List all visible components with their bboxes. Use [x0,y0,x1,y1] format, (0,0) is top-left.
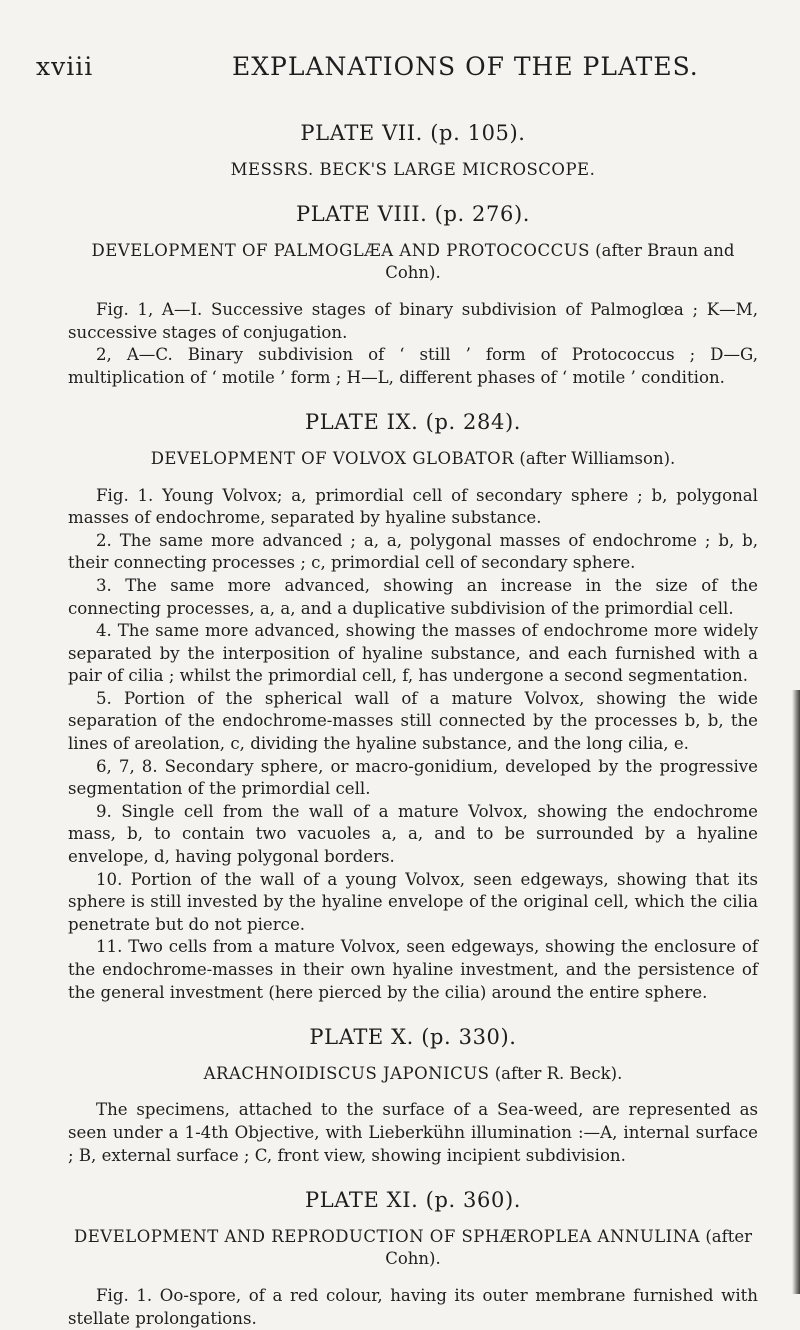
figure-explanation: 3. The same more advanced, showing an increase in the size of the connecting processes, a, a, and a duplicative subdivision of the primordial cell. [68,575,758,618]
running-head [36,52,740,84]
plate-subtitle-caps: DEVELOPMENT OF VOLVOX GLOBATOR [150,448,515,468]
plate-subtitle-credit: (after R. Beck). [494,1063,623,1083]
plate-heading: PLATE XI. (p. 360). [304,1188,522,1213]
plate-xi-section [68,1189,758,1330]
plate-subtitle: MESSRS. BECK'S LARGE MICROSCOPE. [230,159,596,179]
plate-subtitle-credit: (after Braun and Cohn). [385,240,735,283]
plate-vii-section [68,122,758,181]
figure-explanation: 6, 7, 8. Secondary sphere, or macro-gonidium, developed by the progressive segmentation of the primordial cell. [68,756,758,799]
plate-subtitle-caps: DEVELOPMENT AND REPRODUCTION OF SPHÆROPLEA ANNULINA [74,1226,701,1246]
plate-ix-section [68,411,758,1004]
plate-subtitle [68,448,758,471]
plate-subtitle-credit: (after Cohn). [385,1226,752,1269]
plate-heading: PLATE X. (p. 330). [309,1025,517,1050]
plate-heading: PLATE VIII. (p. 276). [295,202,531,227]
figure-explanation: 2. The same more advanced ; a, a, polygonal masses of endochrome ; b, b, their connecting processes ; c, primordial cell of secondary sphere. [68,530,758,573]
plate-subtitle [68,1226,758,1271]
plate-subtitle [68,1063,758,1086]
figure-explanation: Fig. 1. Young Volvox; a, primordial cell of secondary sphere ; b, polygonal masses of endochrome, separated by hyaline substance. [68,485,758,528]
figure-explanation: 10. Portion of the wall of a young Volvox, seen edgeways, showing that its sphere is still invested by the hyaline envelope of the original cell, which the cilia penetrate but do not pierce. [68,869,758,934]
plate-heading: PLATE VII. (p. 105). [300,121,526,145]
page-number: xviii [36,52,94,81]
figure-explanation: 5. Portion of the spherical wall of a mature Volvox, showing the wide separation of the endochrome-masses still connected by the processes b, b, the lines of areolation, c, dividing the hyaline substance, and the long cilia, e. [68,688,758,754]
figure-explanation: Fig. 1. Oo-spore, of a red colour, having its outer membrane furnished with stellate prolongations. [68,1285,758,1328]
figure-explanation: Fig. 1, A—I. Successive stages of binary subdivision of Palmoglœa ; K—M, successive stages of conjugation. [68,299,758,342]
figure-explanation: 11. Two cells from a mature Volvox, seen edgeways, showing the enclosure of the endochrome-masses in their own hyaline investment, and the persistence of the general investment (here pierced by the cilia) around the entire sphere. [68,937,758,1002]
plate-heading: PLATE IX. (p. 284). [304,410,522,435]
body-text [68,122,758,1330]
figure-explanation: 4. The same more advanced, showing the masses of endochrome more widely separated by the interposition of hyaline substance, and each furnished with a pair of cilia ; whilst the primordial cell, f, has undergone a second segmentation. [68,621,758,686]
plate-x-section [68,1026,758,1167]
plate-viii-section [68,203,758,389]
plate-subtitle [68,240,758,285]
plate-subtitle-credit: (after Williamson). [519,448,676,468]
figure-explanation: 9. Single cell from the wall of a mature Volvox, showing the endochrome mass, b, to contain two vacuoles a, a, and to be surrounded by a hyaline envelope, d, having polygonal borders. [68,801,758,867]
figure-explanation: 2, A—C. Binary subdivision of ‘ still ’ form of Protococcus ; D—G, multiplication of ‘ motile ’ form ; H—L, different phases of ‘ motile ’ condition. [68,345,758,387]
scan-edge-shadow [792,690,800,1294]
plate-subtitle-caps: ARACHNOIDISCUS JAPONICUS [203,1063,490,1083]
running-title: EXPLANATIONS OF THE PLATES. [232,52,699,81]
plate-subtitle-caps: DEVELOPMENT OF PALMOGLÆA AND PROTOCOCCUS [91,240,590,260]
figure-explanation: The specimens, attached to the surface of a Sea-weed, are represented as seen under a 1-4th Objective, with Lieberkühn illumination :—A, internal surface ; B, external surface ; C, front view, showing incipient subdivision. [68,1100,758,1165]
